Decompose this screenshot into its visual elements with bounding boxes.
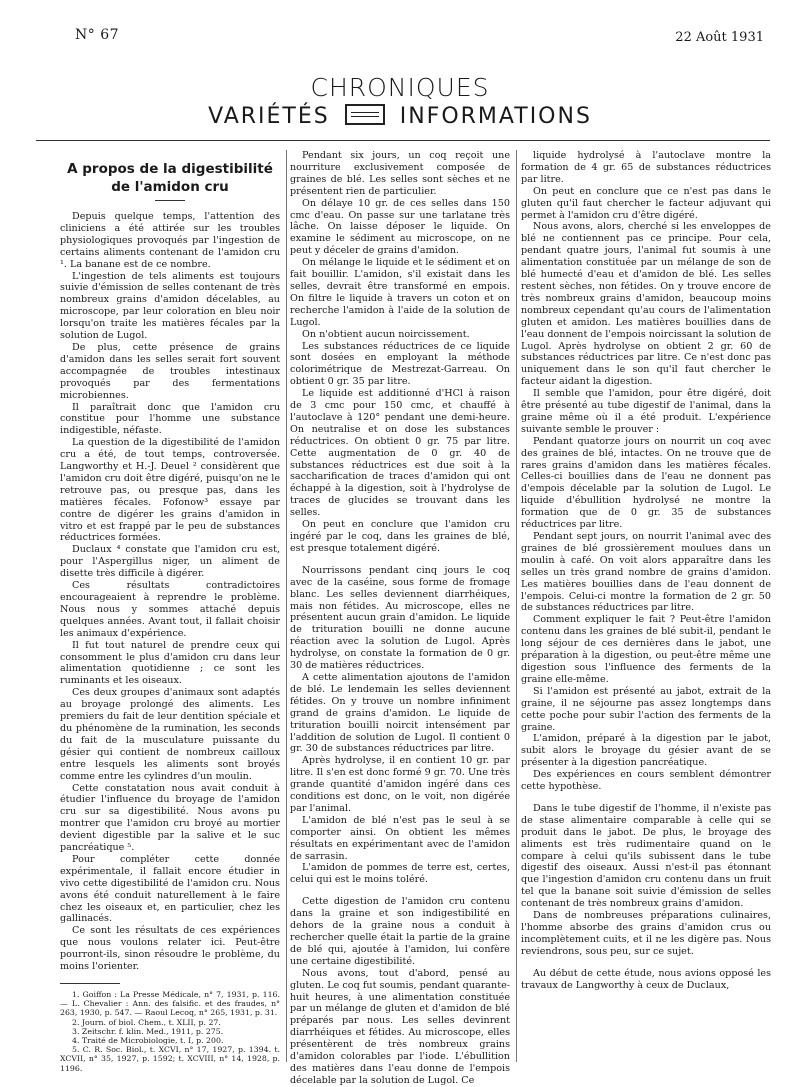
paragraph: L'amidon, préparé à la digestion par le jabot, subit alors le broyage du gésier avant de se présenter à la digestion pancréatique. xyxy=(521,733,771,769)
paragraph: Pour compléter cette donnée expérimentale, il fallait encore étudier in vivo cette digestibilité de l'amidon cru. Nous avons été conduit naturellement à le faire chez les oiseaux et, en particulier, chez les gallinacés. xyxy=(60,853,280,925)
paragraph: L'amidon de pommes de terre est, certes, celui qui est le moins toléré. xyxy=(290,862,510,886)
column-1-body xyxy=(60,211,280,973)
paragraph: Comment expliquer le fait ? Peut-être l'amidon contenu dans les graines de blé subit-il, pendant le long séjour de ces dernières dans le jabot, une préparation à la digestion, ou peut-être même une digestion sous l'influence des ferments de la graine elle-même. xyxy=(521,614,771,685)
column-1 xyxy=(60,150,280,1073)
paragraph: Duclaux ⁴ constate que l'amidon cru est, pour l'Aspergillus niger, un aliment de disette très difficile à digérer. xyxy=(60,544,280,580)
title-rule xyxy=(155,200,185,201)
paragraph: A cette alimentation ajoutons de l'amidon de blé. Le lendemain les selles deviennent fétides. On y trouve un nombre infiniment grand de grains d'amidon. Le liquide de trituration bouilli noircit intensément par l'addition de solution de Lugol. Il contient 0 gr. 30 de substances réductrices par litre. xyxy=(290,671,510,755)
paragraph: Nourrissons pendant cinq jours le coq avec de la caséine, sous forme de fromage blanc. Les selles deviennent diarrhéiques, mais non fétides. Au microscope, elles ne présentent aucun grain d'amidon. Le liquide de trituration bouilli ne donne aucune réaction avec la solution de Lugol. Après hydrolyse, on constate la formation de 0 gr. 30 de matières réductrices. xyxy=(290,564,510,672)
footnote: 4. Traité de Microbiologie, t. I, p. 200. xyxy=(72,1036,224,1046)
paragraph: liquide hydrolysé à l'autoclave montre la formation de 4 gr. 65 de substances réductrices par litre. xyxy=(521,150,771,185)
article-title xyxy=(60,160,280,196)
paragraph: Des expériences en cours semblent démontrer cette hypothèse. xyxy=(521,769,771,793)
footnote: 1. Goiffon : La Presse Médicale, n° 7, 1931, p. 116. — L. Chevalier : Ann. des falsific. et des fraudes, n° 263, 1930, p. 547. — Raoul Lecoq, n° 265, 1931, p. 31. xyxy=(60,990,280,1018)
paragraph: Les substances réductrices de ce liquide sont dosées en employant la méthode colorimétrique de Mestrezat-Garreau. On obtient 0 gr. 35 par litre. xyxy=(290,340,510,388)
paragraph: Dans de nombreuses préparations culinaires, l'homme absorbe des grains d'amidon crus ou incomplètement cuits, et il ne les digère pas. Nous reviendrons, sous peu, sur ce sujet. xyxy=(521,910,771,957)
issue-number: N° 67 xyxy=(75,27,120,43)
footnotes xyxy=(60,990,280,1073)
ornament-icon xyxy=(345,104,385,125)
paragraph: Pendant sept jours, on nourrit l'animal avec des graines de blé grossièrement moulues dans un moulin à café. On voit alors apparaître dans les selles un très grand nombre de grains d'amidon. Les matières bouillies dans de l'eau donnent de l'empois. Celui-ci montre la formation de 2 gr. 50 de substances réductrices par litre. xyxy=(521,531,771,614)
paragraph: On peut en conclure que ce n'est pas dans le gluten qu'il faut chercher le facteur adjuvant qui permet à l'amidon cru d'être digéré. xyxy=(521,185,771,221)
paragraph: L'ingestion de tels aliments est toujours suivie d'émission de selles contenant de très nombreux grains d'amidon décelables, au microscope, par leur coloration en bleu noir lorsqu'on traite les matières fécales par la solution de Lugol. xyxy=(60,270,280,342)
column-2-body xyxy=(290,150,510,1087)
paragraph: Depuis quelque temps, l'attention des cliniciens a été attirée sur les troubles physiologiques provoqués par l'ingestion de certains aliments contenant de l'amidon cru ¹. La banane est de ce nombre. xyxy=(60,211,280,270)
paragraph: Il semble que l'amidon, pour être digéré, doit être présenté au tube digestif de l'animal, dans la graine même où il a été produit. L'expérience suivante semble le prouver : xyxy=(521,388,771,435)
paragraph: Cette constatation nous avait conduit à étudier l'influence du broyage de l'amidon cru sur sa digestibilité. Nous avons pu montrer que l'amidon cru broyé au mortier devient digestible par la salive et le suc pancréatique ⁵. xyxy=(60,782,280,854)
article-title-line-2: de l'amidon cru xyxy=(111,179,229,195)
paragraph: On n'obtient aucun noircissement. xyxy=(302,328,470,340)
paragraph: L'amidon de blé n'est pas le seul à se comporter ainsi. On obtient les mêmes résultats en expérimentant avec de l'amidon de sarrasin. xyxy=(290,814,510,862)
paragraph: On mélange le liquide et le sédiment et on fait bouillir. L'amidon, s'il existait dans les selles, devrait être transformé en empois. On filtre le liquide à travers un coton et on recherche l'amidon à l'aide de la solution de Lugol. xyxy=(290,257,510,328)
column-2 xyxy=(290,150,510,1087)
paragraph: Ces deux groupes d'animaux sont adaptés au broyage prolongé des aliments. Les premiers du fait de leur dentition spéciale et du phénomène de la rumination, les seconds du fait de la musculature puissante du gésier qui contient de nombreux cailloux entre lesquels les aliments sont broyés comme entre les cylindres d'un moulin. xyxy=(60,687,280,782)
article-title-line-1: A propos de la digestibilité xyxy=(67,161,273,177)
section-subtitle xyxy=(0,104,800,129)
paragraph: Au début de cette étude, nous avions opposé les travaux de Langworthy à ceux de Duclaux, xyxy=(521,967,771,991)
issue-date: 22 Août 1931 xyxy=(675,30,764,45)
footnote-rule xyxy=(60,983,120,984)
paragraph: La question de la digestibilité de l'amidon cru a été, de tout temps, controversée. Langworthy et H.-J. Deuel ² considèrent que l'amidon cru doit être digéré, puisqu'on ne le retrouve pas, ou presque pas, dans les matières fécales. Fofonow³ essaye par contre de digérer les grains d'amidon in vitro et est frappé par le peu de substances réductrices formées. xyxy=(60,437,280,544)
header-rule xyxy=(36,140,770,141)
column-divider xyxy=(286,150,287,1062)
paragraph: Pendant quatorze jours on nourrit un coq avec des graines de blé, intactes. On ne trouve que de rares grains d'amidon dans les matières fécales. Celles-ci bouillies dans de l'eau ne donnent pas d'empois décelable par la solution de Lugol. Le liquide d'ébullition hydrolysé ne montre la formation que de 0 gr. 35 de substances réductrices par litre. xyxy=(521,435,771,531)
section-title: CHRONIQUES xyxy=(310,73,490,102)
paragraph: De plus, cette présence de grains d'amidon dans les selles serait fort souvent accompagnée de troubles intestinaux provoqués par des fermentations microbiennes. xyxy=(60,341,280,401)
column-3-body xyxy=(521,150,771,992)
paragraph: Ce sont les résultats de ces expériences que nous voulons relater ici. Peut-être pourront-ils, sinon résoudre le problème, du moins l'orienter. xyxy=(60,925,280,973)
paragraph: Il fut tout naturel de prendre ceux qui consomment le plus d'amidon cru dans leur alimentation quotidienne ; ce sont les ruminants et les oiseaux. xyxy=(60,639,280,687)
paragraph: Si l'amidon est présenté au jabot, extrait de la graine, il ne séjourne pas assez longtemps dans cette poche pour subir l'action des ferments de la graine. xyxy=(521,685,771,733)
footnote: 2. Journ. of biol. Chem., t. XLII, p. 27. xyxy=(72,1017,221,1027)
paragraph: Après hydrolyse, il en contient 10 gr. par litre. Il s'en est donc formé 9 gr. 70. Une très grande quantité d'amidon ingéré dans ces conditions est donc, on le voit, non digérée par l'animal. xyxy=(290,755,510,814)
column-3 xyxy=(521,150,771,992)
paragraph: Nous avons, tout d'abord, pensé au gluten. Le coq fut soumis, pendant quarante-huit heures, à une alimentation constituée par un mélange de gluten et d'amidon de blé préparés par nous. Les selles devinrent diarrhéiques et fétides. Au microscope, elles présentèrent de très nombreux grains d'amidon colorables par l'iode. L'ébullition des matières dans l'eau donne de l'empois décelable par la solution de Lugol. Ce xyxy=(290,967,510,1086)
paragraph: Pendant six jours, un coq reçoit une nourriture exclusivement composée de graines de blé. Les selles sont sèches et ne présentent rien de particulier. xyxy=(290,150,510,197)
column-divider xyxy=(516,150,517,1062)
section-right-label: INFORMATIONS xyxy=(399,104,592,129)
paragraph: Dans le tube digestif de l'homme, il n'existe pas de stase alimentaire comparable à celle qui se produit dans le jabot. De plus, le broyage des aliments est très rudimentaire quand on le compare à celui qu'ils subissent dans le tube digestif des oiseaux. Aussi n'est-il pas étonnant que l'ingestion d'amidon cru contenu dans un fruit tel que la banane soit suivie d'émission de selles contenant de très nombreux grains d'amidon. xyxy=(521,802,771,910)
paragraph: On peut en conclure que l'amidon cru ingéré par le coq, dans les graines de blé, est presque totalement digéré. xyxy=(290,519,510,554)
paragraph: Nous avons, alors, cherché si les enveloppes de blé ne contiennent pas ce principe. Pour cela, pendant quatre jours, l'animal fut soumis à une alimentation constituée par un mélange de son de blé humecté d'eau et d'amidon de blé. Les selles restent sèches, non fétides. On y trouve encore de très nombreux grains d'amidon, beaucoup moins nombreux cependant qu'au cours de l'alimentation gluten et amidon. Les matières bouillies dans de l'eau donnent de l'empois noircissant la solution de Lugol. Après hydrolyse on obtient 2 gr. 60 de substances réductrices par litre. Ce n'est donc pas uniquement dans le son qu'il faut chercher le facteur aidant la digestion. xyxy=(521,221,771,388)
footnote: 5. C. R. Soc. Biol., t. XCVI, n° 17, 1927, p. 1394. t. XCVII, n° 35, 1927, p. 1592; t. XCVIII, n° 14, 1928, p. 1196. xyxy=(60,1045,280,1073)
paragraph: Le liquide est additionné d'HCl à raison de 3 cmc pour 150 cmc, et chauffé à l'autoclave à 120° pendant une demi-heure. On neutralise et on dose les substances réductrices. On obtient 0 gr. 75 par litre. Cette augmentation de 0 gr. 40 de substances réductrices est due soit à la saccharification de traces d'amidon qui ont échappé à la digestion, soit à l'hydrolyse de traces de glucides se trouvant dans les selles. xyxy=(290,388,510,519)
section-left-label: VARIÉTÉS xyxy=(208,104,330,129)
footnote: 3. Zeitschr. f. klin. Med., 1911, p. 275. xyxy=(72,1026,224,1036)
paragraph: Cette digestion de l'amidon cru contenu dans la graine et son indigestibilité en dehors de la graine nous a conduit à rechercher quelle était la partie de la graine de blé qui, ajoutée à l'amidon, lui confère une certaine digestibilité. xyxy=(290,896,510,967)
paragraph: On délaye 10 gr. de ces selles dans 150 cmc d'eau. On passe sur une tarlatane très lâche. On laisse déposer le liquide. On examine le sédiment au microscope, on ne peut y déceler de grains d'amidon. xyxy=(290,197,510,257)
paragraph: Il paraîtrait donc que l'amidon cru constitue pour l'homme une substance indigestible, néfaste. xyxy=(60,401,280,437)
paragraph: Ces résultats contradictoires encourageaient à reprendre le problème. Nous nous y sommes attaché depuis quelques années. Avant tout, il fallait choisir les animaux d'expérience. xyxy=(60,580,280,639)
